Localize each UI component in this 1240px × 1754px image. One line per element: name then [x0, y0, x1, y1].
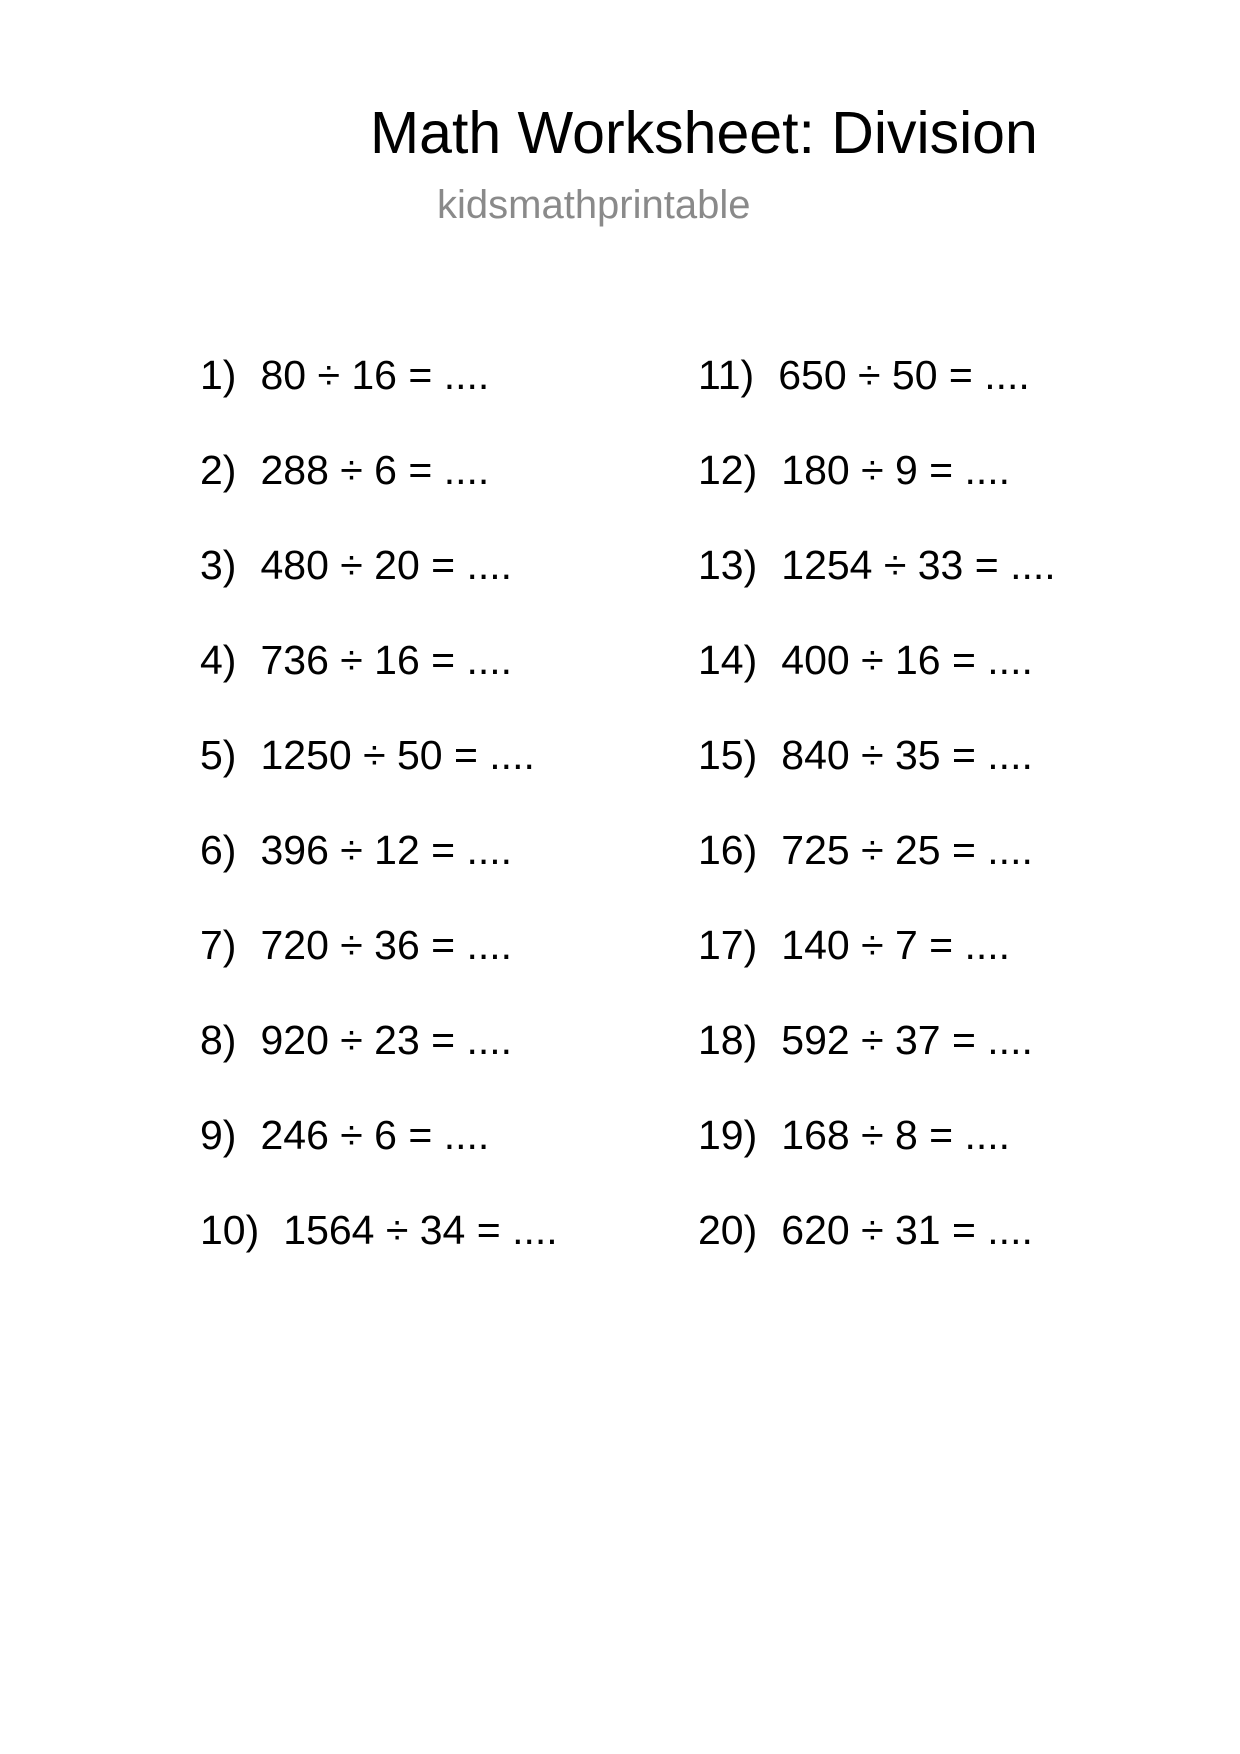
problem-item — [698, 730, 1056, 825]
problem-expression: 1254 ÷ 33 = .... — [781, 542, 1056, 588]
problem-item — [200, 445, 558, 540]
worksheet-title: Math Worksheet: Division — [370, 100, 1038, 166]
problem-item — [200, 1205, 558, 1300]
problem-number: 7) — [200, 922, 237, 968]
problem-expression: 246 ÷ 6 = .... — [260, 1112, 490, 1158]
problem-number: 18) — [698, 1017, 758, 1063]
problem-expression: 180 ÷ 9 = .... — [781, 447, 1011, 493]
problem-expression: 396 ÷ 12 = .... — [260, 827, 513, 873]
problem-expression: 650 ÷ 50 = .... — [778, 352, 1030, 398]
problem-number: 15) — [698, 732, 758, 778]
problem-item — [200, 825, 558, 920]
problem-expression: 920 ÷ 23 = .... — [260, 1017, 513, 1063]
problem-item — [200, 730, 558, 825]
problem-number: 9) — [200, 1112, 237, 1158]
problem-item — [200, 1110, 558, 1205]
problem-expression: 725 ÷ 25 = .... — [781, 827, 1033, 873]
problem-item — [698, 445, 1056, 540]
problem-number: 20) — [698, 1207, 758, 1253]
problem-item — [200, 350, 558, 445]
problem-item — [698, 1110, 1056, 1205]
problem-item — [200, 920, 558, 1015]
problem-number: 3) — [200, 542, 237, 588]
problem-item — [698, 350, 1056, 445]
problems-right-column — [698, 350, 1056, 1300]
problem-expression: 140 ÷ 7 = .... — [781, 922, 1011, 968]
problem-expression: 1564 ÷ 34 = .... — [283, 1207, 558, 1253]
problem-number: 17) — [698, 922, 758, 968]
problem-number: 12) — [698, 447, 758, 493]
problem-expression: 840 ÷ 35 = .... — [781, 732, 1033, 778]
problem-number: 1) — [200, 352, 237, 398]
problem-expression: 592 ÷ 37 = .... — [781, 1017, 1033, 1063]
problem-expression: 736 ÷ 16 = .... — [260, 637, 513, 683]
problem-item — [698, 920, 1056, 1015]
problem-item — [200, 635, 558, 730]
problem-number: 14) — [698, 637, 758, 683]
problem-number: 13) — [698, 542, 758, 588]
problem-item — [200, 540, 558, 635]
problem-number: 2) — [200, 447, 237, 493]
problem-expression: 400 ÷ 16 = .... — [781, 637, 1033, 683]
problem-number: 16) — [698, 827, 758, 873]
problems-left-column — [200, 350, 558, 1300]
problem-number: 5) — [200, 732, 237, 778]
problem-expression: 168 ÷ 8 = .... — [781, 1112, 1011, 1158]
problem-number: 8) — [200, 1017, 237, 1063]
problem-item — [698, 635, 1056, 730]
problem-item — [698, 1015, 1056, 1110]
problem-expression: 620 ÷ 31 = .... — [781, 1207, 1033, 1253]
problem-item — [200, 1015, 558, 1110]
worksheet-subtitle: kidsmathprintable — [437, 183, 751, 227]
problem-number: 19) — [698, 1112, 758, 1158]
problem-number: 10) — [200, 1207, 260, 1253]
problem-expression: 80 ÷ 16 = .... — [260, 352, 490, 398]
problem-number: 4) — [200, 637, 237, 683]
problem-number: 11) — [698, 352, 755, 398]
problem-expression: 720 ÷ 36 = .... — [260, 922, 513, 968]
problem-item — [698, 540, 1056, 635]
problem-number: 6) — [200, 827, 237, 873]
problem-expression: 288 ÷ 6 = .... — [260, 447, 490, 493]
problem-expression: 1250 ÷ 50 = .... — [260, 732, 535, 778]
problem-item — [698, 1205, 1056, 1300]
problem-item — [698, 825, 1056, 920]
problem-expression: 480 ÷ 20 = .... — [260, 542, 513, 588]
